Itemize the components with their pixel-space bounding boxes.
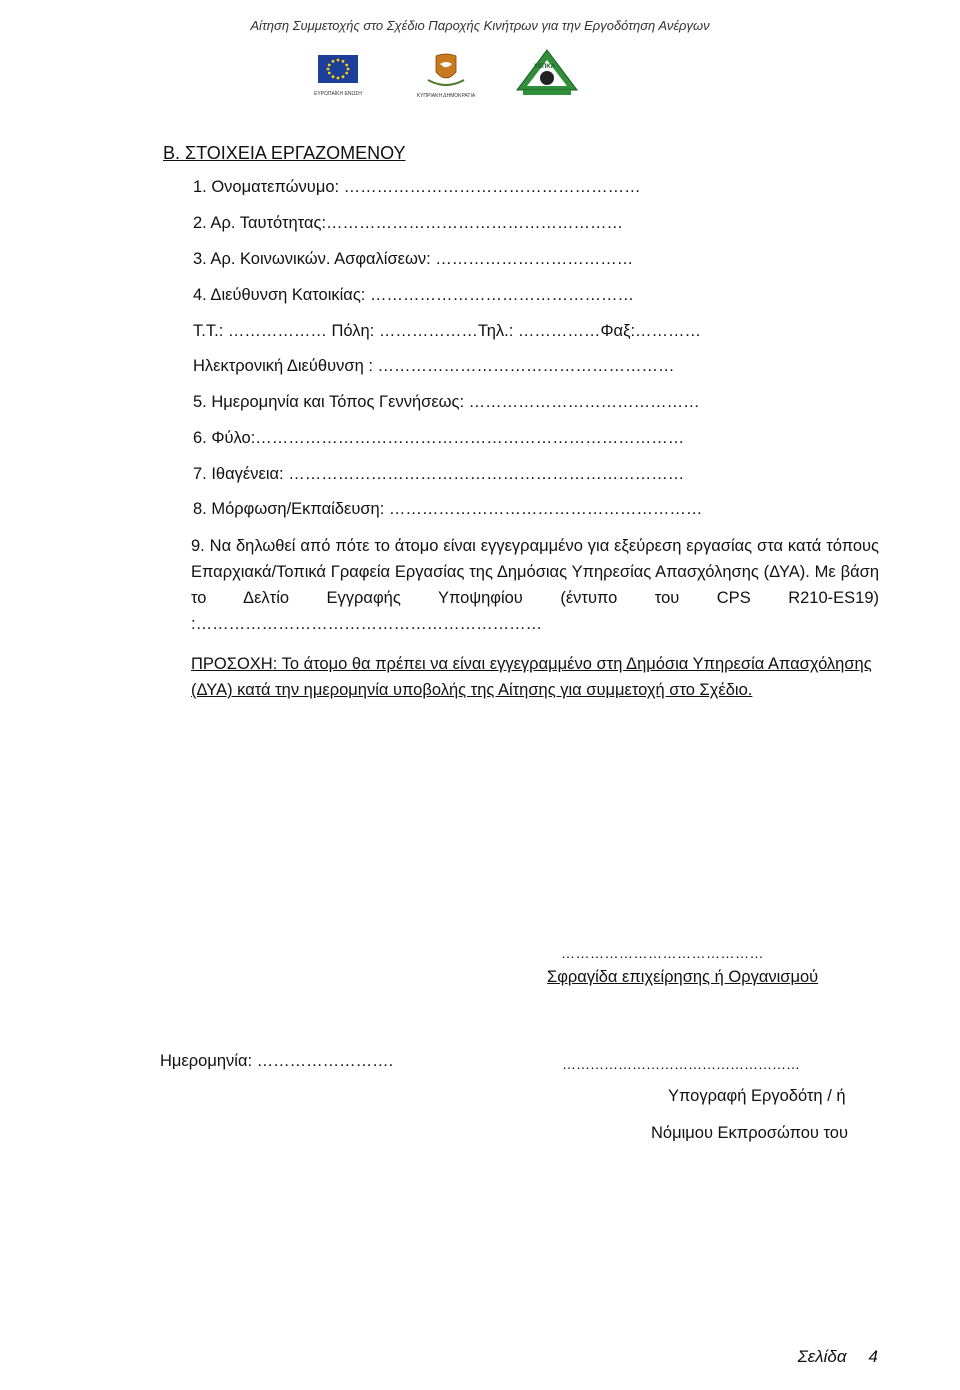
- section-title: Β. ΣΤΟΙΧΕΙΑ ΕΡΓΑΖΟΜΕΝΟΥ: [163, 143, 406, 163]
- ministry-triangle-icon: [515, 48, 579, 96]
- cyprus-caption: ΚΥΠΡΙΑΚΗ ΔΗΜΟΚΡΑΤΙΑ: [416, 93, 476, 99]
- eu-flag-icon: [310, 52, 366, 86]
- field-email: Ηλεκτρονική Διεύθυνση : ………………………………………………: [193, 357, 675, 375]
- document-header: Αίτηση Συμμετοχής στο Σχέδιο Παροχής Κινήτρων για την Εργοδότηση Ανέργων: [250, 18, 710, 33]
- page-number: 4: [868, 1347, 878, 1366]
- field-id-number: 2. Αρ. Ταυτότητας:………………………………………………: [193, 214, 624, 232]
- signature-dotted-line: ……………………………………………: [562, 1056, 800, 1072]
- stamp-dotted-line: ……………………………………: [561, 945, 764, 961]
- item-9-registration: 9. Να δηλωθεί από πότε το άτομο είναι εγγεγραμμένο για εξεύρεση εργασίας στα κατά τόπους Επαρχιακά/Τοπικά Γραφεία Εργασίας της Δημόσιας Υπηρεσίας Απασχόλησης (ΔΥΑ). Με βάση το Δελτίο Εγγραφής Υποψηφίου (έντυπο του CPS R210-ES19) :………………………………………………………: [191, 537, 879, 633]
- cyprus-emblem: [414, 52, 478, 99]
- eu-logo: [310, 52, 366, 97]
- logo-strip: [310, 52, 580, 98]
- field-nationality: 7. Ιθαγένεια: ………………………………………………………………: [193, 465, 685, 483]
- eu-caption: ΕΥΡΩΠΑΪΚΗ ΕΝΩΣΗ: [314, 91, 362, 97]
- date-field: Ημερομηνία: …………………….: [160, 1052, 394, 1070]
- page-label: Σελίδα: [797, 1347, 847, 1366]
- field-full-name: 1. Ονοματεπώνυμο: ………………………………………………: [193, 178, 641, 196]
- stamp-label: Σφραγίδα επιχείρησης ή Οργανισμού: [547, 968, 819, 986]
- field-social-insurance: 3. Αρ. Κοινωνικών. Ασφαλίσεων: ………………………………: [193, 250, 634, 268]
- field-address: 4. Διεύθυνση Κατοικίας: …………………………………………: [193, 286, 634, 304]
- ministry-logo: [515, 48, 579, 101]
- field-gender: 6. Φύλο:……………………………………………………………………: [193, 429, 685, 447]
- field-birth-date-place: 5. Ημερομηνία και Τόπος Γεννήσεως: ……………………………………: [193, 393, 700, 411]
- ministry-badge-text: ΥΕΠΚΑ: [534, 64, 556, 70]
- field-education: 8. Μόρφωση/Εκπαίδευση: …………………………………………………: [193, 500, 703, 518]
- notice-warning: ΠΡΟΣΟΧΗ: Το άτομο θα πρέπει να είναι εγγεγραμμένο στη Δημόσια Υπηρεσία Απασχόλησης (ΔΥΑ) κατά την ημερομηνία υποβολής της Αίτησης για συμμετοχή στο Σχέδιο.: [191, 655, 872, 699]
- legal-representative-label: Νόμιμου Εκπροσώπου του: [651, 1124, 849, 1142]
- cyprus-dove-icon: [414, 52, 478, 88]
- field-postcode-city-phone-fax: Τ.Τ.: ……………… Πόλη: ………………Τηλ.: ……………Φαξ:…………: [193, 322, 702, 340]
- page-footer: [798, 1347, 878, 1367]
- employer-signature-label: Υπογραφή Εργοδότη / ή: [668, 1087, 846, 1105]
